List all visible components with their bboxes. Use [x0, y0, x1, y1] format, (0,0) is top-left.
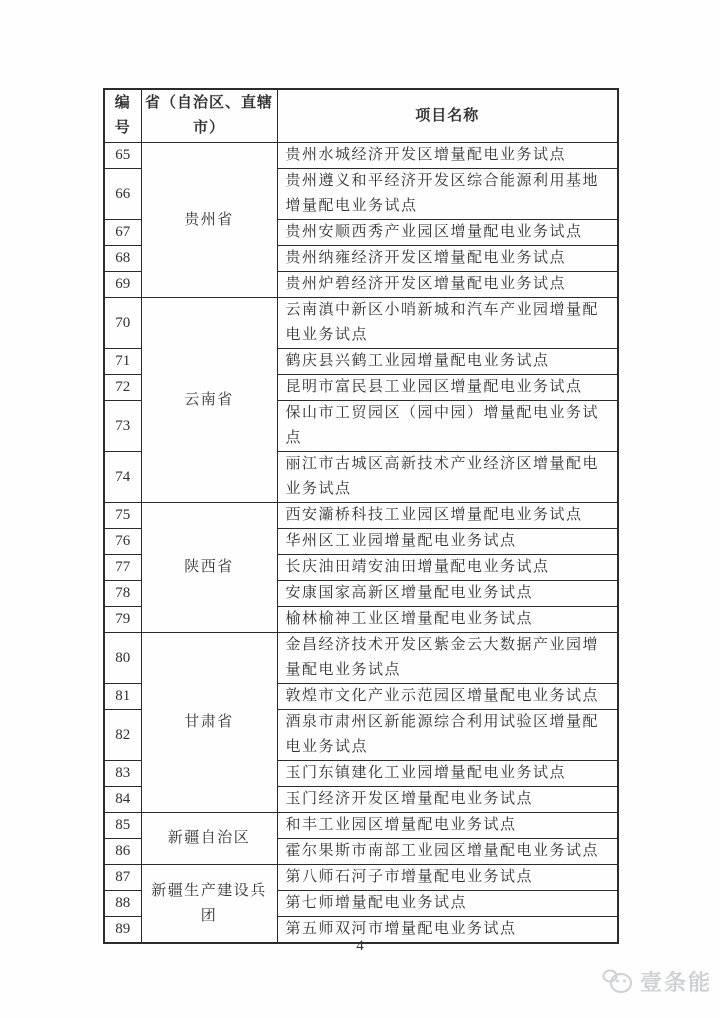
row-number-cell: 82	[104, 710, 141, 761]
row-number-cell: 87	[104, 865, 141, 891]
row-number-cell: 81	[104, 684, 141, 710]
row-number-cell: 83	[104, 761, 141, 787]
project-name-cell: 华州区工业园增量配电业务试点	[277, 529, 618, 555]
watermark	[602, 966, 712, 997]
pilot-projects-table	[103, 88, 619, 944]
project-name-cell: 榆林榆神工业区增量配电业务试点	[277, 607, 618, 633]
project-name-cell: 安康国家高新区增量配电业务试点	[277, 581, 618, 607]
row-number-cell: 78	[104, 581, 141, 607]
province-cell: 新疆生产建设兵团	[141, 865, 277, 944]
row-number-cell: 86	[104, 839, 141, 865]
project-name-cell: 贵州安顺西秀产业园区增量配电业务试点	[277, 220, 618, 246]
project-name-cell: 昆明市富民县工业园区增量配电业务试点	[277, 375, 618, 401]
project-name-cell: 贵州遵义和平经济开发区综合能源利用基地增量配电业务试点	[277, 169, 618, 220]
project-name-cell: 玉门经济开发区增量配电业务试点	[277, 787, 618, 813]
row-number-cell: 67	[104, 220, 141, 246]
row-number-cell: 75	[104, 503, 141, 529]
row-number-cell: 79	[104, 607, 141, 633]
page-number: 4	[356, 938, 364, 954]
province-cell: 陕西省	[141, 503, 277, 633]
row-number-cell: 77	[104, 555, 141, 581]
province-cell: 新疆自治区	[141, 813, 277, 865]
row-number-cell: 89	[104, 917, 141, 944]
row-number-cell: 88	[104, 891, 141, 917]
project-name-cell: 第五师双河市增量配电业务试点	[277, 917, 618, 944]
table-header-row	[104, 89, 618, 143]
row-number-cell: 80	[104, 633, 141, 684]
project-name-cell: 丽江市古城区高新技术产业经济区增量配电业务试点	[277, 452, 618, 503]
table-row	[104, 633, 618, 684]
project-name-cell: 长庆油田靖安油田增量配电业务试点	[277, 555, 618, 581]
project-name-cell: 酒泉市肃州区新能源综合利用试验区增量配电业务试点	[277, 710, 618, 761]
row-number-cell: 74	[104, 452, 141, 503]
row-number-cell: 70	[104, 298, 141, 349]
row-number-cell: 73	[104, 401, 141, 452]
project-name-cell: 贵州炉碧经济开发区增量配电业务试点	[277, 272, 618, 298]
header-province: 省（自治区、直辖市）	[141, 89, 277, 143]
row-number-cell: 85	[104, 813, 141, 839]
table-row	[104, 143, 618, 169]
row-number-cell: 68	[104, 246, 141, 272]
row-number-cell: 66	[104, 169, 141, 220]
row-number-cell: 72	[104, 375, 141, 401]
project-name-cell: 和丰工业园区增量配电业务试点	[277, 813, 618, 839]
project-name-cell: 云南滇中新区小哨新城和汽车产业园增量配电业务试点	[277, 298, 618, 349]
project-name-cell: 第七师增量配电业务试点	[277, 891, 618, 917]
row-number-cell: 76	[104, 529, 141, 555]
header-project-name: 项目名称	[277, 89, 618, 143]
project-name-cell: 鹤庆县兴鹤工业园增量配电业务试点	[277, 349, 618, 375]
province-cell: 贵州省	[141, 143, 277, 298]
project-name-cell: 玉门东镇建化工业园增量配电业务试点	[277, 761, 618, 787]
project-name-cell: 保山市工贸园区（园中园）增量配电业务试点	[277, 401, 618, 452]
header-row-number: 编号	[104, 89, 141, 143]
project-name-cell: 贵州水城经济开发区增量配电业务试点	[277, 143, 618, 169]
row-number-cell: 69	[104, 272, 141, 298]
row-number-cell: 84	[104, 787, 141, 813]
province-cell: 甘肃省	[141, 633, 277, 813]
table-row	[104, 865, 618, 891]
row-number-cell: 71	[104, 349, 141, 375]
watermark-text: 壹条能	[639, 970, 712, 995]
row-number-cell: 65	[104, 143, 141, 169]
project-name-cell: 第八师石河子市增量配电业务试点	[277, 865, 618, 891]
watermark-logo-icon	[602, 969, 636, 995]
project-name-cell: 贵州纳雍经济开发区增量配电业务试点	[277, 246, 618, 272]
table-row	[104, 813, 618, 839]
project-name-cell: 西安灞桥科技工业园区增量配电业务试点	[277, 503, 618, 529]
project-name-cell: 霍尔果斯市南部工业园区增量配电业务试点	[277, 839, 618, 865]
project-name-cell: 敦煌市文化产业示范园区增量配电业务试点	[277, 684, 618, 710]
project-name-cell: 金昌经济技术开发区紫金云大数据产业园增量配电业务试点	[277, 633, 618, 684]
table-row	[104, 503, 618, 529]
table-row	[104, 298, 618, 349]
province-cell: 云南省	[141, 298, 277, 503]
